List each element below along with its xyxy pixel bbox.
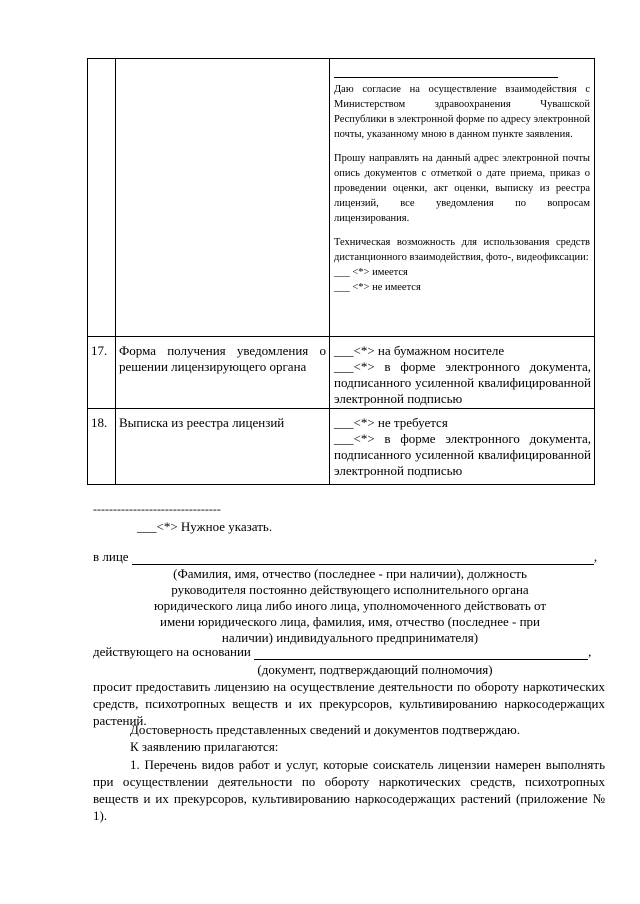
attachment-item-1: 1. Перечень видов работ и услуг, которые соискатель лицензии намерен выполнять при осуществлении деятельности по обороту наркотических средств, психотропных веществ и их прекурсоров, культивированию наркосодержащих растений (приложение № 1).	[93, 757, 605, 823]
attached-heading: К заявлению прилагаются:	[130, 739, 279, 754]
row-label-cell	[116, 59, 330, 337]
name-input[interactable]	[132, 549, 594, 565]
row-label: Выписка из реестра лицензий	[119, 415, 285, 430]
in-person-label: в лице	[93, 549, 129, 564]
row-number: 17.	[91, 343, 108, 358]
option-not-required: ___<*> не требуется	[334, 415, 448, 430]
row-value-cell	[330, 409, 595, 485]
option-paper: ___<*> на бумажном носителе	[334, 343, 505, 358]
request-paragraph: Прошу направлять на данный адрес электронной почты опись документов с отметкой о дате приема, приказ о проведении оценки, акт оценки, выписку из реестра лицензий, все уведомления по вопросам лицензирования.	[334, 153, 590, 224]
basis-caption: (документ, подтверждающий полномочия)	[257, 662, 493, 677]
row-number-cell	[88, 59, 116, 337]
name-caption: (Фамилия, имя, отчество (последнее - при наличии), должность руководителя постоянно действующего исполнительного органа юридического лица либо иного лица, уполномоченного действовать от имени юридического лица, фамилия, имя, отчество (последнее - при наличии) индивидуального предпринимателя)	[153, 566, 547, 645]
in-person-line: в лице ,	[93, 549, 598, 564]
consent-paragraph: Даю согласие на осуществление взаимодействия с Министерством здравоохранения Чувашской Республики в электронной форме по адресу электронной почты, указанному мною в данном пункте заявления.	[334, 84, 590, 140]
row-label-cell	[116, 337, 330, 409]
acting-line: действующего на основании ,	[93, 644, 592, 659]
capability-paragraph: Техническая возможность для использования средств дистанционного взаимодействия, фото-, видеофиксации:	[334, 237, 590, 263]
row-value-cell	[330, 59, 595, 337]
footnote-separator: --------------------------------	[93, 502, 221, 516]
row-label-cell	[116, 409, 330, 485]
application-table	[87, 58, 595, 485]
acting-label: действующего на основании	[93, 644, 251, 659]
request-text: просит предоставить лицензию на осуществление деятельности по обороту наркотических средств, психотропных веществ и их прекурсоров, культивированию наркосодержащих растений.	[93, 679, 605, 728]
table-row	[88, 409, 595, 485]
basis-input[interactable]	[254, 644, 588, 660]
option-not-available: ___ <*> не имеется	[334, 282, 421, 293]
row-number-cell	[88, 409, 116, 485]
row-value-cell	[330, 337, 595, 409]
email-underline	[334, 63, 558, 78]
option-electronic: ___<*> в форме электронного документа, подписанного усиленной квалифицированной электронной подписью	[334, 359, 591, 406]
footnote-text: ___<*> Нужное указать.	[137, 519, 273, 534]
row-number: 18.	[91, 415, 108, 430]
row-number-cell	[88, 337, 116, 409]
option-available: ___ <*> имеется	[334, 267, 408, 278]
row-label: Форма получения уведомления о решении лицензирующего органа	[119, 343, 326, 374]
option-electronic: ___<*> в форме электронного документа, подписанного усиленной квалифицированной электронной подписью	[334, 431, 591, 478]
confirm-text: Достоверность представленных сведений и документов подтверждаю.	[130, 722, 520, 737]
table-row	[88, 59, 595, 337]
table-row	[88, 337, 595, 409]
